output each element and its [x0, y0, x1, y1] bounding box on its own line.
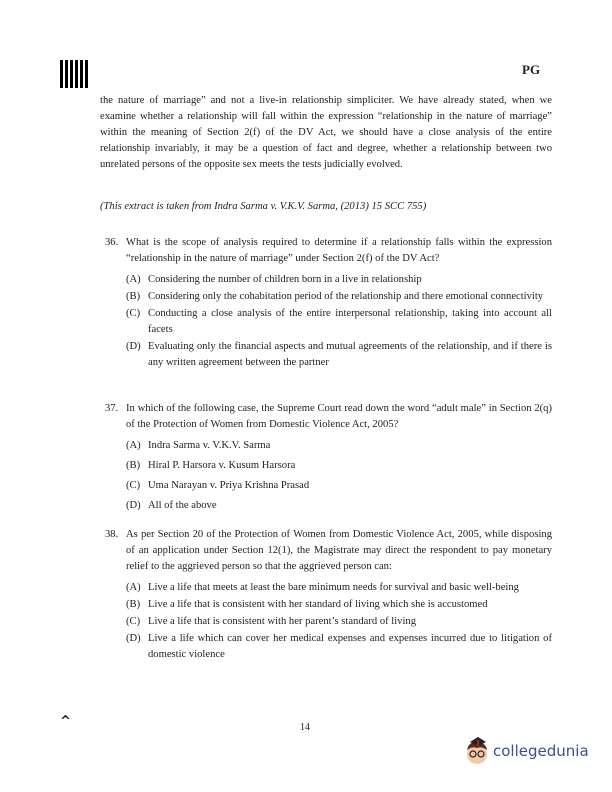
option-letter: (B): [126, 460, 141, 471]
option-text: Live a life that is consistent with her parent’s standard of living: [148, 616, 417, 627]
option-item[interactable]: [126, 631, 552, 663]
question-number: 36.: [105, 237, 119, 248]
option-letter: (A): [126, 582, 141, 593]
option-item[interactable]: [126, 597, 552, 613]
option-item[interactable]: [126, 306, 552, 338]
option-letter: (D): [126, 500, 141, 511]
option-letter: (C): [126, 480, 141, 491]
option-letter: (A): [126, 274, 141, 285]
option-text: Conducting a close analysis of the entire interpersonal relationship, taking into account all facets: [148, 308, 552, 335]
option-text: All of the above: [148, 500, 217, 511]
question-text: What is the scope of analysis required to determine if a relationship falls within the expression “relationship in the nature of marriage” under Section 2(f) of the DV Act?: [126, 237, 552, 264]
scroll-up-caret-icon[interactable]: ^: [60, 714, 71, 729]
option-item[interactable]: [126, 289, 552, 305]
option-text: Indra Sarma v. V.K.V. Sarma: [148, 440, 271, 451]
option-item[interactable]: [126, 478, 552, 494]
question-number: 38.: [105, 529, 119, 540]
option-text: Live a life which can cover her medical expenses and expenses incurred due to litigation of domestic violence: [148, 633, 552, 660]
mascot-icon: [464, 736, 490, 766]
option-text: Live a life that meets at least the bare minimum needs for survival and basic well-being: [148, 582, 519, 593]
page-number: 14: [300, 722, 310, 733]
question-38: [105, 527, 552, 664]
option-text: Evaluating only the financial aspects and mutual agreements of the relationship, and if there is any written agreement between the partner: [148, 341, 552, 368]
question-text: In which of the following case, the Supreme Court read down the word “adult male” in Section 2(q) of the Protection of Women from Domestic Violence Act, 2005?: [126, 403, 552, 430]
option-item[interactable]: [126, 438, 552, 454]
option-letter: (C): [126, 616, 141, 627]
paper-code: PG: [522, 62, 541, 77]
option-item[interactable]: [126, 498, 552, 514]
option-text: Considering the number of children born in a live in relationship: [148, 274, 422, 285]
option-letter: (D): [126, 341, 141, 352]
option-item[interactable]: [126, 339, 552, 371]
option-text: Uma Narayan v. Priya Krishna Prasad: [148, 480, 310, 491]
option-letter: (B): [126, 599, 141, 610]
collegedunia-logo: collegedunia: [464, 736, 589, 766]
option-item[interactable]: [126, 614, 552, 630]
question-number: 37.: [105, 403, 119, 414]
option-text: Considering only the cohabitation period of the relationship and there emotional connectivity: [148, 291, 544, 302]
option-letter: (C): [126, 308, 141, 319]
datamatrix-code: [60, 60, 88, 88]
option-text: Live a life that is consistent with her standard of living which she is accustomed: [148, 599, 488, 610]
passage-text: the nature of marriage” and not a live-in relationship simpliciter. We have already stated, when we examine whether a relationship will fall within the expression “relationship in the nature of marriage” within the meaning of Section 2(f) of the DV Act, we should have a close analysis of the entire relationship invariably, it may be a question of fact and degree, whether a relationship between two unrelated persons of the opposite sex meets the tests judicially evolved.: [100, 95, 552, 170]
passage-citation: (This extract is taken from Indra Sarma v. V.K.V. Sarma, (2013) 15 SCC 755): [100, 201, 427, 212]
question-37: [105, 401, 552, 518]
question-text: As per Section 20 of the Protection of Women from Domestic Violence Act, 2005, while disposing of an application under Section 12(1), the Magistrate may direct the respondent to pay monetary relief to the aggrieved person so that the aggrieved person can:: [126, 529, 552, 572]
option-item[interactable]: [126, 272, 552, 288]
option-letter: (D): [126, 633, 141, 644]
option-item[interactable]: [126, 580, 552, 596]
option-letter: (B): [126, 291, 141, 302]
option-letter: (A): [126, 440, 141, 451]
option-text: Hiral P. Harsora v. Kusum Harsora: [148, 460, 296, 471]
question-36: [105, 235, 552, 372]
option-item[interactable]: [126, 458, 552, 474]
